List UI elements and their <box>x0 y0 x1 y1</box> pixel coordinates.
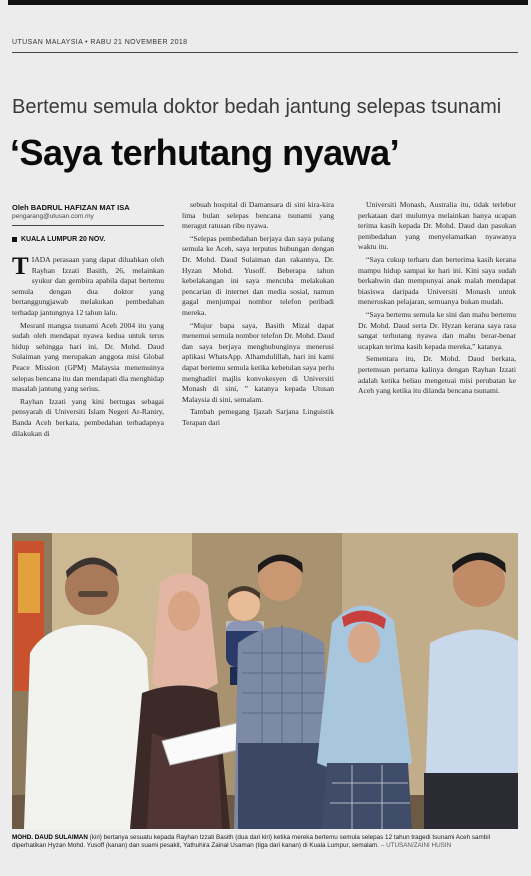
group-photo-illustration <box>12 533 518 829</box>
article-column-2 <box>182 200 334 430</box>
square-bullet-icon <box>12 237 17 242</box>
paragraph: Rayhan Izzati yang kini bertugas sebagai pensyarah di Universiti Islam Negeri Ar-Raniry, Banda Aceh berkata, pembedahan terhadapnya dilakukan di <box>12 396 164 438</box>
photo-caption <box>12 834 518 851</box>
paragraph: Sementara itu, Dr. Mohd. Daud berkata, pertemuan pertama kalinya dengan Rayhan Izzati adalah ketika beliau mengetuai misi perubatan ke Aceh yang ketika itu dilanda bencana tsunami. <box>358 354 516 396</box>
article-column-1 <box>12 255 164 441</box>
dateline <box>12 236 105 243</box>
byline-email: pengarang@utusan.com.my <box>12 213 94 220</box>
paragraph <box>12 255 164 319</box>
paragraph-text: IADA perasaan yang dapat diluahkan oleh Rayhan Izzati Basith, 26, melainkan syukur dan gembira apabila dapat bertemu semula dengan dua doktor yang bertanggungjawab melakukan pembedahan terhadap jantungnya 12 tahun lalu. <box>12 255 164 317</box>
masthead-divider <box>12 52 518 53</box>
caption-lead: MOHD. DAUD SULAIMAN <box>12 834 88 841</box>
top-rule-bar <box>8 0 528 5</box>
article-column-3 <box>358 200 516 399</box>
paragraph: “Saya bertemu semula ke sini dan mahu bertemu Dr. Mohd. Daud serta Dr. Hyzan kerana saya rasa sangat terhutang nyawa dan mahu berar-benar ucapkan terima kasih kepada mereka,” katanya. <box>358 309 516 351</box>
photo-credit: – UTUSAN/ZAINI HUSIN <box>379 842 452 850</box>
paragraph: “Mujur bapa saya, Basith Mizal dapat menemui semula nombor telefon Dr. Mohd. Daud dan saya berjaya menghubunginya menerusi aplikasi WhatsApp. Alhamdulillah, hari ini kami dapat bertemu semula ketika kebetulan saya perlu menghadiri majlis konvokesyen di Universiti Monash di sini, ” katanya kepada Utusan Malaysia di sini, semalam. <box>182 320 334 404</box>
byline: Oleh BADRUL HAFIZAN MAT ISA <box>12 203 130 212</box>
article-kicker: Bertemu semula doktor bedah jantung selepas tsunami <box>12 96 502 118</box>
paragraph: Mesranl mangsa tsunami Aceh 2004 itu yang sudah oleh mendapat nyawa kedua untuk terus hidup sehingga hari ini, Dr. Mohd. Daud Sulaiman yang merupakan anggota misi Global Peace Mission (GPM) Malaysia menemuinya selepas bencana itu dan mendapati dia menghidap masalah jantung yang serius. <box>12 320 164 394</box>
article-photo <box>12 533 518 829</box>
paragraph: Tambah pemegang Ijazah Sarjana Linguistik Terapan dari <box>182 407 334 427</box>
newspaper-masthead: UTUSAN MALAYSIA • RABU 21 NOVEMBER 2018 <box>12 39 188 46</box>
paragraph: “Selepas pembedahan berjaya dan saya pulang semula ke Aceh, saya terputus hubungan dengan Dr. Mohd. Daud Sulaiman dan rakannya, Dr. Hyzan Mohd. Yusoff. Beberapa tahun kebelakangan ini saya mencuba melakukan pencarian di internet dan media sosial, namun gagal menjumpai nombor telefon peribadi mereka. <box>182 233 334 317</box>
caption-text: (kiri) bertanya sesuatu kepada Rayhan Izzati Basith (dua dari kiri) ketika mereka bertemu semula selepas 12 tahun tragedi tsunami Aceh sambil diperhatikan Hyzan Mohd. Yusoff (kanan) dan suami pesakit, Yathuhira Zainal Usaman (tiga dari kanan) di Kuala Lumpur, semalam. <box>12 834 491 850</box>
drop-cap: T <box>12 253 29 280</box>
paragraph: Universiti Monash, Australia itu, tidak terlebur perkataan dari mulutnya melainkan hanya ucapan terima kasih kepada Dr. Mohd. Daud dan pasukan pembedahan yang menyelamatkan nyawanya waktu itu. <box>358 200 516 252</box>
article-headline: ‘Saya terhutang nyawa’ <box>10 132 400 173</box>
paragraph: “Saya cukup terharu dan berterima kasih kerana mampu hidup sampai ke hari ini. Kini saya sudah berkahwin dan mempunyai anak malah mendapat biasiswa daripada Universiti Monash untuk meneruskan pelajaran, semuanya bukan mudah. <box>358 254 516 307</box>
dateline-text: KUALA LUMPUR 20 NOV. <box>21 236 106 243</box>
byline-divider <box>12 225 164 226</box>
paragraph: sebuah hospital di Damansara di sini kira-kira lima bulan selepas bencana tsunami yang meragut ratusan ribu nyawa. <box>182 200 334 231</box>
